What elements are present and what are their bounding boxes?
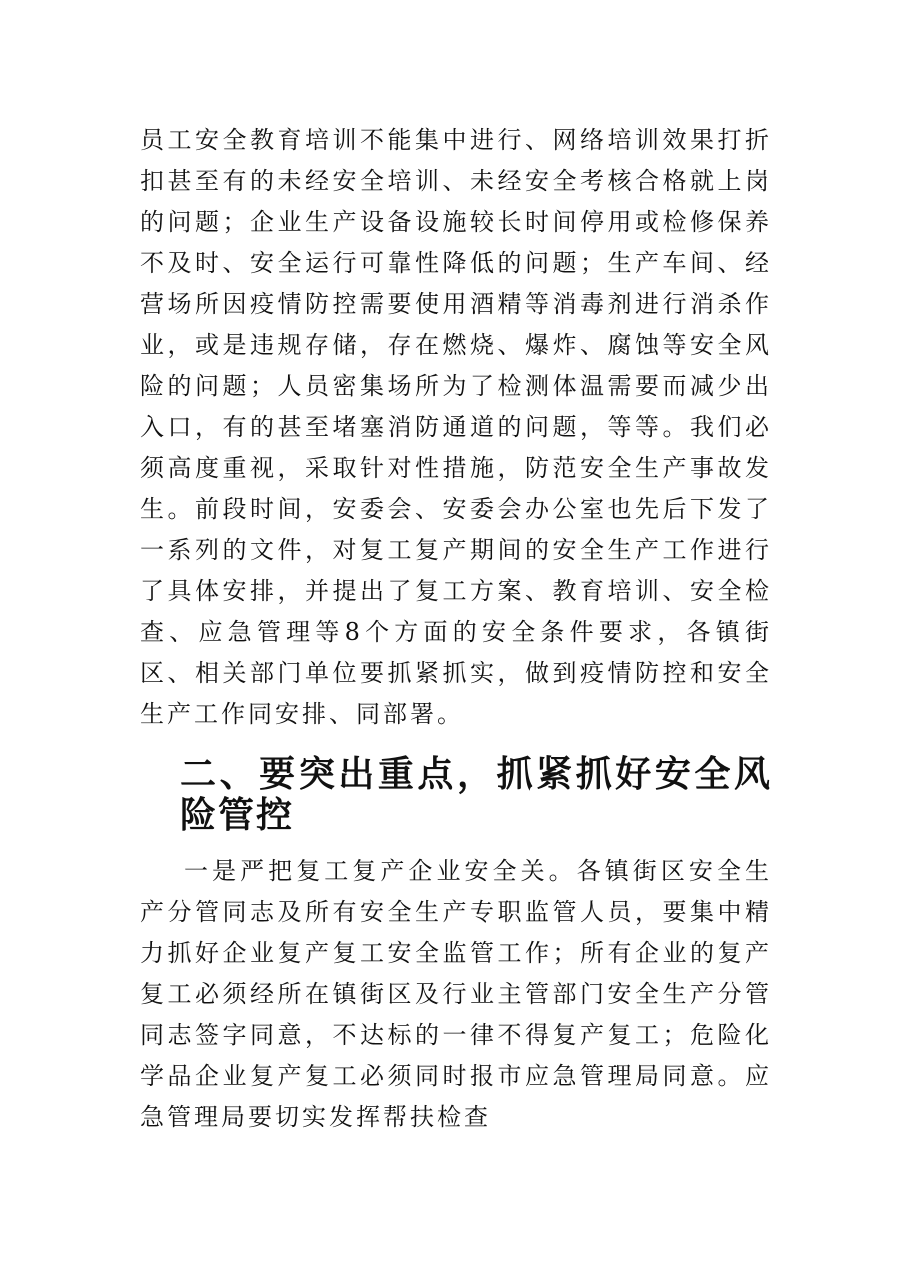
body-paragraph-1: 员工安全教育培训不能集中进行、网络培训效果打折扣甚至有的未经安全培训、未经安全考核合格就上岗的问题；企业生产设备设施较长时间停用或检修保养不及时、安全运行可靠性降低的问题；生产车间、经营场所因疫情防控需要使用酒精等消毒剂进行消杀作业，或是违规存储，存在燃烧、爆炸、腐蚀等安全风险的问题；人员密集场所为了检测体温需要而减少出入口，有的甚至堵塞消防通道的问题，等等。我们必须高度重视，采取针对性措施，防范安全生产事故发生。前段时间，安委会、安委会办公室也先后下发了一系列的文件，对复工复产期间的安全生产工作进行了具体安排，并提出了复工方案、教育培训、安全检查、应急管理等8个方面的安全条件要求，各镇街区、相关部门单位要抓紧抓实，做到疫情防控和安全生产工作同安排、同部署。: [140, 126, 772, 728]
document-body: [140, 120, 772, 1138]
section-heading: 二、要突出重点，抓紧抓好安全风险管控: [180, 754, 772, 836]
body-paragraph-2: 一是严把复工复产企业安全关。各镇街区安全生产分管同志及所有安全生产专职监管人员，要集中精力抓好企业复产复工安全监管工作；所有企业的复产复工必须经所在镇街区及行业主管部门安全生产分管同志签字同意，不达标的一律不得复产复工；危险化学品企业复产复工必须同时报市应急管理局同意。应急管理局要切实发挥帮扶检查: [140, 857, 772, 1131]
